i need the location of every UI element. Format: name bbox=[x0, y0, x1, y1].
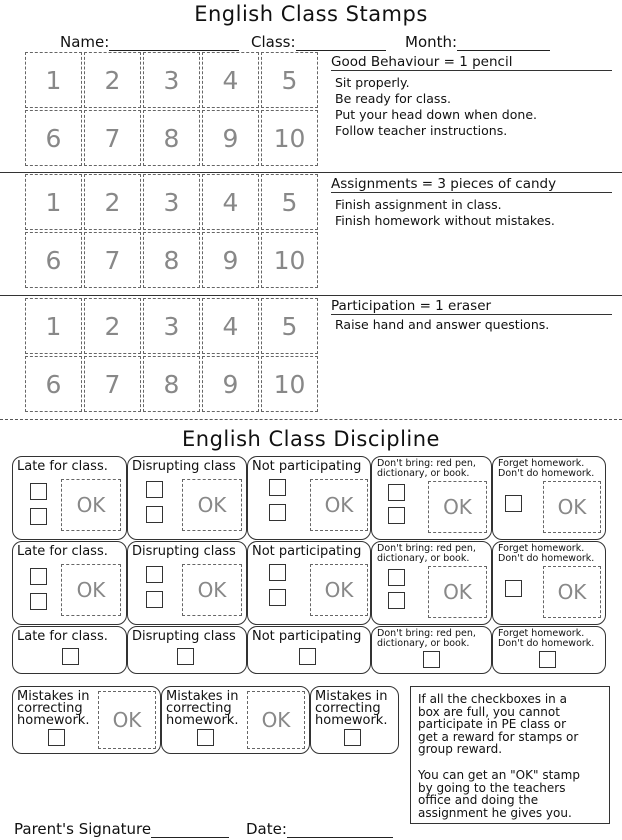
stamp-cell: 8 bbox=[143, 232, 200, 288]
stamp-cell: 1 bbox=[25, 298, 82, 354]
discipline-title: English Class Discipline bbox=[182, 427, 440, 451]
not-participating-label: Not participating bbox=[252, 629, 362, 644]
rule-line: Be ready for class. bbox=[335, 91, 451, 106]
checkbox[interactable] bbox=[388, 569, 405, 586]
mistakes-box bbox=[12, 686, 161, 754]
ok-stamp: OK bbox=[310, 479, 368, 531]
checkbox[interactable] bbox=[269, 564, 286, 581]
ok-stamp: OK bbox=[428, 481, 487, 533]
mistakes-box bbox=[310, 686, 399, 754]
stamp-cell: 4 bbox=[202, 52, 259, 108]
page-title: English Class Stamps bbox=[194, 2, 428, 26]
ok-stamp: OK bbox=[310, 564, 368, 616]
stamp-cell: 6 bbox=[25, 232, 82, 288]
ok-stamp: OK bbox=[61, 479, 121, 531]
rule-line: Follow teacher instructions. bbox=[335, 123, 508, 138]
checkbox[interactable] bbox=[539, 651, 556, 668]
checkbox[interactable] bbox=[269, 479, 286, 496]
ok-stamp: OK bbox=[61, 564, 121, 616]
ok-stamp: OK bbox=[247, 691, 305, 749]
month-field[interactable] bbox=[405, 33, 550, 51]
not-participating-box bbox=[247, 626, 371, 674]
stamp-cell: 1 bbox=[25, 52, 82, 108]
forget-homework-box bbox=[492, 626, 606, 674]
stamp-cell: 5 bbox=[261, 52, 318, 108]
disrupting-label: Disrupting class bbox=[132, 629, 236, 644]
late-label: Late for class. bbox=[17, 459, 108, 474]
disrupting-box bbox=[127, 626, 247, 674]
late-label: Late for class. bbox=[17, 629, 108, 644]
forget-homework-box bbox=[492, 456, 606, 540]
stamp-cell: 3 bbox=[143, 52, 200, 108]
section-title-participation: Participation = 1 eraser bbox=[331, 298, 612, 315]
not-participating-label: Not participating bbox=[252, 544, 362, 559]
dont-bring-box bbox=[371, 456, 492, 540]
ok-stamp: OK bbox=[543, 566, 601, 618]
not-participating-label: Not participating bbox=[252, 459, 362, 474]
mistakes-box bbox=[161, 686, 310, 754]
stamp-cell: 2 bbox=[84, 52, 141, 108]
ok-stamp: OK bbox=[182, 564, 242, 616]
not-participating-box bbox=[247, 456, 371, 540]
late-box bbox=[12, 541, 127, 625]
stamp-cell: 6 bbox=[25, 110, 82, 166]
rule-line: Finish homework without mistakes. bbox=[335, 213, 555, 228]
stamp-cell: 7 bbox=[84, 110, 141, 166]
signature-label: Parent's Signature bbox=[14, 820, 152, 838]
checkbox[interactable] bbox=[177, 648, 194, 665]
signature-field[interactable] bbox=[14, 820, 229, 838]
class-field[interactable] bbox=[251, 33, 386, 51]
dont-bring-box bbox=[371, 541, 492, 625]
checkbox[interactable] bbox=[48, 729, 65, 746]
checkbox[interactable] bbox=[423, 651, 440, 668]
month-label: Month: bbox=[405, 33, 458, 51]
stamp-cell: 2 bbox=[84, 298, 141, 354]
checkbox[interactable] bbox=[269, 589, 286, 606]
stamp-cell: 6 bbox=[25, 356, 82, 412]
ok-stamp: OK bbox=[182, 479, 242, 531]
stamp-grid-participation bbox=[24, 297, 319, 413]
stamp-cell: 10 bbox=[261, 232, 318, 288]
stamp-cell: 9 bbox=[202, 232, 259, 288]
checkbox[interactable] bbox=[388, 484, 405, 501]
stamp-cell: 7 bbox=[84, 232, 141, 288]
disrupting-box bbox=[127, 456, 247, 540]
stamp-cell: 5 bbox=[261, 174, 318, 230]
stamp-cell: 3 bbox=[143, 298, 200, 354]
late-box bbox=[12, 456, 127, 540]
mistakes-label: Mistakes in correcting homework. bbox=[315, 689, 388, 728]
stamp-cell: 2 bbox=[84, 174, 141, 230]
stamp-cell: 4 bbox=[202, 298, 259, 354]
disrupting-label: Disrupting class bbox=[132, 544, 236, 559]
checkbox[interactable] bbox=[299, 648, 316, 665]
stamp-cell: 3 bbox=[143, 174, 200, 230]
stamp-cell: 4 bbox=[202, 174, 259, 230]
date-label: Date: bbox=[246, 820, 287, 838]
section-title-assignments: Assignments = 3 pieces of candy bbox=[331, 176, 612, 193]
date-field[interactable] bbox=[246, 820, 393, 838]
stamp-cell: 7 bbox=[84, 356, 141, 412]
name-label: Name: bbox=[60, 33, 110, 51]
checkbox[interactable] bbox=[146, 566, 163, 583]
dont-bring-label: Don't bring: red pen, dictionary, or book. bbox=[377, 628, 476, 649]
stamp-cell: 8 bbox=[143, 110, 200, 166]
checkbox[interactable] bbox=[146, 481, 163, 498]
note-paragraph-2: You can get an "OK" stamp by going to the teachers office and doing the assignment he gives you. bbox=[418, 768, 580, 820]
checkbox[interactable] bbox=[388, 592, 405, 609]
checkbox[interactable] bbox=[269, 504, 286, 521]
ok-stamp: OK bbox=[543, 481, 601, 533]
class-label: Class: bbox=[251, 33, 296, 51]
stamp-cell: 5 bbox=[261, 298, 318, 354]
name-field[interactable] bbox=[60, 33, 239, 51]
forget-homework-label: Forget homework. Don't do homework. bbox=[498, 543, 595, 564]
forget-homework-label: Forget homework. Don't do homework. bbox=[498, 458, 595, 479]
checkbox[interactable] bbox=[30, 508, 47, 525]
checkbox[interactable] bbox=[344, 729, 361, 746]
stamp-cell: 8 bbox=[143, 356, 200, 412]
forget-homework-box bbox=[492, 541, 606, 625]
disrupting-box bbox=[127, 541, 247, 625]
checkbox[interactable] bbox=[146, 506, 163, 523]
dont-bring-box bbox=[371, 626, 492, 674]
late-label: Late for class. bbox=[17, 544, 108, 559]
checkbox[interactable] bbox=[197, 729, 214, 746]
checkbox[interactable] bbox=[30, 483, 47, 500]
dont-bring-label: Don't bring: red pen, dictionary, or book. bbox=[377, 543, 476, 564]
ok-stamp: OK bbox=[98, 691, 156, 749]
late-box bbox=[12, 626, 127, 674]
ok-stamp: OK bbox=[428, 566, 487, 618]
forget-homework-label: Forget homework. Don't do homework. bbox=[498, 628, 595, 649]
section-title-behaviour: Good Behaviour = 1 pencil bbox=[331, 54, 612, 71]
stamp-cell: 1 bbox=[25, 174, 82, 230]
mistakes-label: Mistakes in correcting homework. bbox=[17, 689, 90, 728]
not-participating-box bbox=[247, 541, 371, 625]
stamp-cell: 9 bbox=[202, 110, 259, 166]
stamp-cell: 10 bbox=[261, 356, 318, 412]
checkbox[interactable] bbox=[505, 495, 522, 512]
rule-line: Sit properly. bbox=[335, 75, 410, 90]
checkbox[interactable] bbox=[146, 591, 163, 608]
stamp-grid-behaviour bbox=[24, 51, 319, 167]
dont-bring-label: Don't bring: red pen, dictionary, or book. bbox=[377, 458, 476, 479]
checkbox[interactable] bbox=[62, 648, 79, 665]
checkbox[interactable] bbox=[388, 507, 405, 524]
disrupting-label: Disrupting class bbox=[132, 459, 236, 474]
stamp-cell: 10 bbox=[261, 110, 318, 166]
checkbox[interactable] bbox=[505, 580, 522, 597]
rule-line: Finish assignment in class. bbox=[335, 197, 502, 212]
checkbox[interactable] bbox=[30, 593, 47, 610]
stamp-grid-assignments bbox=[24, 173, 319, 289]
rule-line: Put your head down when done. bbox=[335, 107, 537, 122]
checkbox[interactable] bbox=[30, 568, 47, 585]
rules-note bbox=[410, 686, 610, 824]
stamp-cell: 9 bbox=[202, 356, 259, 412]
mistakes-label: Mistakes in correcting homework. bbox=[166, 689, 239, 728]
note-paragraph-1: If all the checkboxes in a box are full, you cannot participate in PE class or get a reward for stamps or group reward. bbox=[418, 692, 579, 756]
rule-line: Raise hand and answer questions. bbox=[335, 317, 550, 332]
